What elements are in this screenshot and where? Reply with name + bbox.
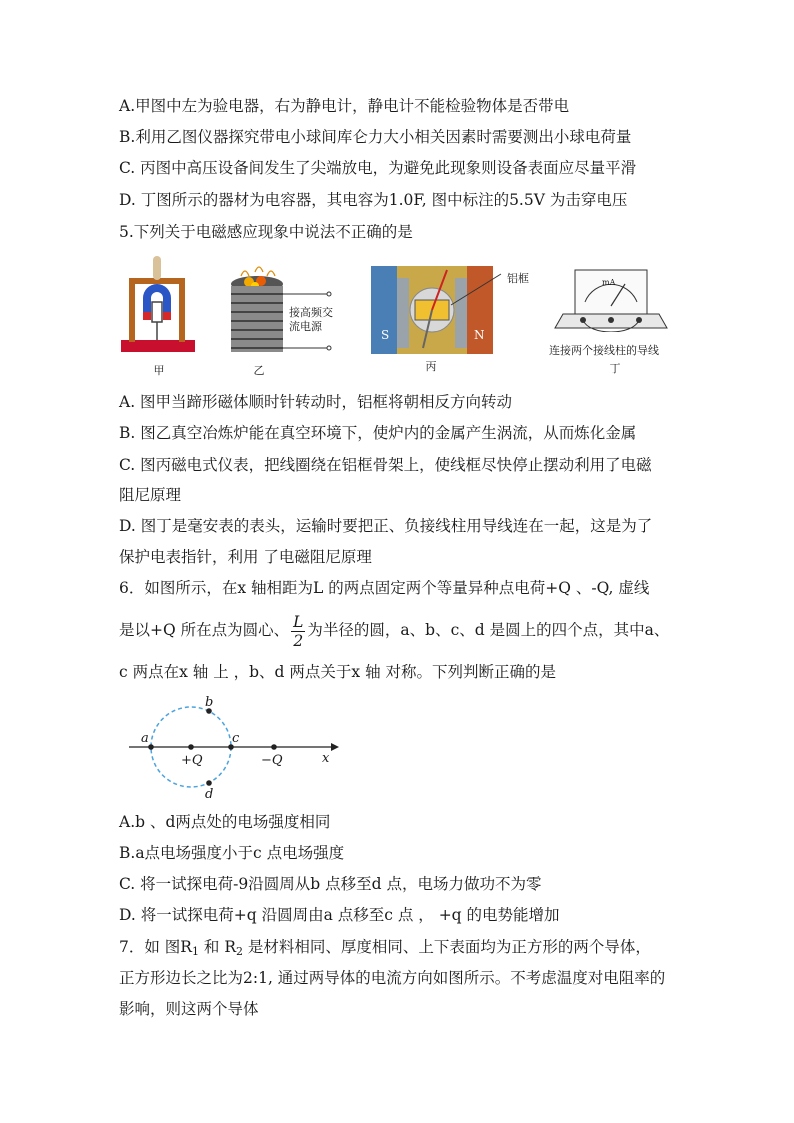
q6-diagram — [119, 695, 349, 805]
figure-ding-caption: 丁 — [609, 362, 621, 375]
q4-option-c: C. 丙图中高压设备间发生了尖端放电，为避免此现象则设备表面应尽量平滑 — [119, 159, 637, 177]
figure-bing-label: 铝框 — [507, 272, 529, 285]
x-axis-label: x — [322, 751, 330, 766]
q6-line2-pre: 是以+Q 所在点为圆心、 — [119, 621, 290, 639]
figure-jia-caption: 甲 — [153, 364, 165, 377]
horseshoe-magnet-image — [119, 250, 199, 362]
q6-option-a: A.b 、d两点处的电场强度相同 — [119, 813, 331, 831]
figure-jia — [119, 250, 199, 380]
figure-yi-label-2: 流电源 — [289, 320, 322, 333]
q5-option-a: A. 图甲当蹄形磁体顺时针转动时，铝框将朝相反方向转动 — [119, 393, 513, 411]
q5-option-c-line1: C. 图丙磁电式仪表，把线圈绕在铝框骨架上，使线框尽快停止摆动利用了电磁 — [119, 456, 652, 474]
charge-circle-diagram — [119, 695, 349, 805]
q6-option-b: B.a点电场强度小于c 点电场强度 — [119, 844, 345, 862]
point-a-label: a — [141, 731, 149, 746]
q7-stem-line1 — [119, 937, 651, 962]
q4-option-b: B.利用乙图仪器探究带电小球间库仑力大小相关因素时需要测出小球电荷量 — [119, 128, 632, 146]
point-d-label: d — [205, 787, 214, 802]
q6-line2-post: 为半径的圆，a、b、c、d 是圆上的四个点，其中a、 — [307, 621, 670, 639]
figure-yi — [219, 250, 359, 380]
magnet-s-pole: S — [381, 328, 390, 342]
q5-option-c-line2: 阻尼原理 — [119, 486, 182, 504]
q6-option-d: D. 将一试探电荷+q 沿圆周由a 点移至c 点 ， +q 的电势能增加 — [119, 906, 560, 924]
magnet-n-pole: N — [474, 328, 485, 342]
positive-charge-label: +Q — [181, 753, 203, 768]
q4-option-d: D. 丁图所示的器材为电容器，其电容为1.0F, 图中标注的5.5V 为击穿电压 — [119, 191, 628, 209]
q7-line1-post: 是材料相同、厚度相同、上下表面均为正方形的两个导体， — [243, 938, 651, 956]
negative-charge-label: −Q — [261, 753, 283, 768]
figure-bing-caption: 丙 — [425, 360, 437, 373]
q6-stem-line1: 6．如图所示，在x 轴相距为L 的两点固定两个等量异种点电荷+Q 、-Q, 虚线 — [119, 579, 650, 597]
q5-option-d-line1: D. 图丁是毫安表的表头，运输时要把正、负接线柱用导线连在一起，这是为了 — [119, 517, 653, 535]
q7-stem-line2: 正方形边长之比为2:1, 通过两导体的电流方向如图所示。不考虑温度对电阻率的 — [119, 969, 666, 987]
q4-option-a: A.甲图中左为验电器，右为静电计，静电计不能检验物体是否带电 — [119, 97, 570, 115]
figure-ding-label: 连接两个接线柱的导线 — [549, 344, 659, 357]
point-c-label: c — [232, 731, 240, 746]
q6-stem-line3: c 两点在x 轴 上 ，b、d 两点关于x 轴 对称。下列判断正确的是 — [119, 663, 556, 681]
fraction-l-over-2 — [291, 613, 305, 650]
q7-stem-line3: 影响，则这两个导体 — [119, 1000, 259, 1018]
q6-option-c: C. 将一试探电荷-9沿圆周从b 点移至d 点，电场力做功不为零 — [119, 875, 542, 893]
q5-option-b: B. 图乙真空冶炼炉能在真空环境下，使炉内的金属产生涡流，从而炼化金属 — [119, 424, 637, 442]
q5-figures — [119, 250, 679, 380]
r1-subscript: 1 — [191, 945, 199, 958]
point-b-label: b — [205, 695, 214, 710]
moving-coil-meter-image — [371, 250, 541, 354]
figure-bing — [371, 250, 541, 380]
figure-yi-label-1: 接高频交 — [289, 306, 333, 319]
q5-option-d-line2: 保护电表指针，利用 了电磁阻尼原理 — [119, 548, 372, 566]
fraction-denominator: 2 — [293, 631, 304, 650]
q5-stem: 5.下列关于电磁感应现象中说法不正确的是 — [119, 223, 413, 241]
milliammeter-image — [549, 250, 679, 332]
q7-line1-mid: 和 R — [198, 938, 236, 956]
meter-unit-label: mA — [602, 278, 616, 287]
r2-subscript: 2 — [236, 945, 243, 958]
q6-stem-line2 — [119, 612, 669, 650]
figure-yi-caption: 乙 — [253, 364, 265, 377]
fraction-numerator: L — [293, 612, 304, 631]
figure-ding — [549, 250, 679, 380]
q7-line1-pre: 7．如 图R — [119, 938, 192, 956]
